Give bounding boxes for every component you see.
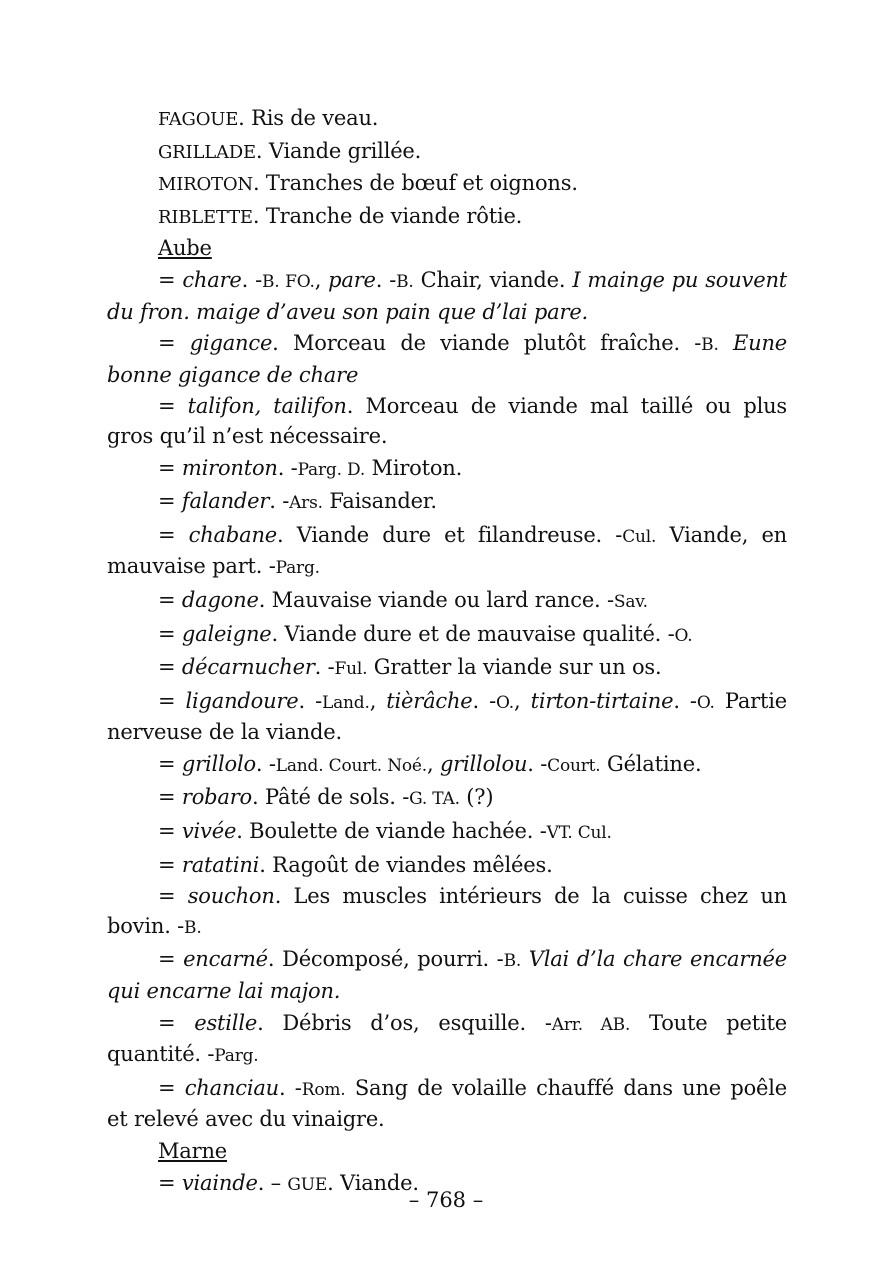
dictionary-entry (107, 750, 787, 782)
italic-text: viainde (181, 1170, 258, 1195)
section-heading (107, 1137, 787, 1167)
text (719, 331, 733, 355)
text (521, 947, 529, 971)
text: , (314, 267, 329, 292)
italic-text: ligandoure (185, 688, 299, 713)
italic-text: talifon, tailifon (187, 394, 347, 419)
abbrev-text: GRILLADE (158, 141, 256, 163)
text: = (158, 621, 182, 646)
dictionary-entry (107, 620, 787, 652)
abbrev-text: Rom. (301, 1079, 346, 1100)
text: Toute petite quantité. - (107, 1010, 787, 1067)
text: . - (375, 267, 397, 292)
text: = (158, 394, 188, 419)
italic-text: décarnucher (181, 655, 315, 680)
text: . Décomposé, pourri. - (267, 947, 504, 972)
text: . - (673, 688, 697, 713)
abbrev-text: RIBLETTE (158, 206, 253, 228)
text: , (514, 688, 531, 713)
page-number: – 768 – (408, 1188, 484, 1212)
text: . - (527, 751, 548, 776)
abbrev-text: O. (496, 692, 514, 713)
text: = (158, 852, 182, 877)
dictionary-entry (107, 104, 787, 135)
abbrev-text: Land. (322, 692, 370, 713)
dictionary-entry (107, 653, 787, 685)
italic-text: falander (181, 489, 270, 514)
text: = (158, 489, 182, 514)
text: . - (279, 1075, 302, 1100)
text: (?) (459, 785, 494, 810)
text: = (158, 1075, 185, 1100)
dictionary-entry (107, 329, 787, 390)
dictionary-entry (107, 392, 787, 451)
text: . Viande grillée. (255, 138, 422, 163)
text: = (158, 455, 182, 480)
text: . Viande. (327, 1170, 419, 1195)
dictionary-entry (107, 1009, 787, 1072)
abbrev-text: O. (674, 625, 693, 646)
italic-text: grillolo (181, 751, 256, 776)
italic-text: tirton-tirtaine (530, 688, 674, 713)
italic-text: I mainge pu souvent du fron. maige d’aveu son pain que d’lai pare. (107, 267, 788, 324)
dictionary-entry (107, 817, 787, 849)
abbrev-text: B. FO. (261, 271, 315, 292)
dictionary-entry (107, 137, 787, 168)
italic-text: grillolou (439, 751, 528, 776)
page-body (107, 104, 787, 1202)
text: = (158, 947, 184, 972)
dictionary-entry (107, 521, 787, 584)
text: = (158, 1170, 182, 1195)
abbrev-text: B. (503, 951, 522, 972)
text: . Tranche de viande rôtie. (252, 203, 523, 228)
text: Viande, en mauvaise part. - (107, 522, 787, 579)
text: . Ragoût de viandes mêlées. (259, 852, 553, 877)
text: . Viande dure et filandreuse. - (277, 522, 623, 547)
text: Gélatine. (600, 751, 702, 776)
text: = (158, 655, 182, 680)
text: . Pâté de sols. - (252, 785, 410, 810)
italic-text: robaro (181, 785, 253, 810)
text: . Morceau de viande plutôt fraîche. - (272, 331, 702, 356)
heading-text: Marne (158, 1139, 228, 1163)
text: , (369, 688, 387, 713)
italic-text: mironton (181, 455, 278, 480)
dictionary-entry (107, 783, 787, 815)
text: = (158, 884, 188, 909)
text: = (158, 522, 189, 547)
abbrev-text: VT. Cul. (546, 823, 612, 844)
text: . - (277, 455, 298, 480)
text: Faisander. (322, 489, 437, 514)
abbrev-text: B. (184, 917, 202, 938)
dictionary-entry (107, 687, 787, 748)
abbrev-text: Land. Court. Noé. (275, 755, 427, 776)
italic-text: Eune bonne gigance de chare (107, 331, 788, 387)
text: . - (241, 267, 262, 292)
abbrev-text: FAGOUE (158, 109, 239, 130)
italic-text: chanciau (184, 1075, 279, 1100)
abbrev-text: Parg. (214, 1046, 259, 1067)
abbrev-text: MIROTON (158, 174, 253, 196)
text: Gratter la viande sur un os. (367, 655, 662, 680)
italic-text: encarné (183, 947, 268, 972)
dictionary-entry (107, 945, 787, 1006)
text: = (158, 331, 190, 356)
abbrev-text: Ars. (289, 493, 323, 514)
abbrev-text: O. (696, 692, 715, 713)
abbrev-text: Parg. D. (297, 459, 366, 480)
text: . Viande dure et de mauvaise qualité. - (271, 621, 675, 646)
abbrev-text: Ful. (334, 659, 368, 680)
italic-text: ratatini (181, 852, 260, 877)
italic-text: galeigne (181, 621, 272, 646)
text: . Les muscles intérieurs de la cuisse chez un bovin. - (107, 884, 787, 938)
text: . Ris de veau. (238, 106, 379, 130)
italic-text: chare (182, 267, 242, 292)
text: . – (257, 1170, 288, 1195)
italic-text: dagone (181, 587, 259, 612)
italic-text: gigance (189, 331, 273, 356)
italic-text: chabane (188, 522, 277, 547)
text: Partie nerveuse de la viande. (107, 688, 788, 745)
italic-text: pare (328, 267, 376, 292)
text: . Mauvaise viande ou lard rance. - (258, 587, 614, 612)
italic-text: souchon (187, 884, 275, 909)
abbrev-text: GUE (287, 1174, 328, 1195)
italic-text: Vlai d’la chare encarnée qui encarne lai majon. (107, 947, 787, 1004)
text: = (158, 751, 182, 776)
italic-text: tièrâche (386, 688, 473, 713)
dictionary-entry (107, 586, 787, 618)
text: , (426, 751, 440, 776)
text: . - (472, 688, 497, 713)
text: . Débris d’os, esquille. - (257, 1010, 552, 1035)
text: = (158, 688, 186, 713)
abbrev-text: Cul. (622, 526, 657, 547)
text: Sang de volaille chauffé dans une poêle et relevé avec du vinaigre. (107, 1075, 787, 1132)
heading-text: Aube (158, 236, 212, 261)
text: = (158, 587, 182, 612)
text: . - (298, 688, 323, 713)
text: . Tranches de bœuf et oignons. (252, 171, 578, 196)
text: . Morceau de viande mal taillé ou plus gros qu’il n’est nécessaire. (107, 394, 787, 448)
text: Miroton. (365, 455, 463, 480)
abbrev-text: Parg. (275, 558, 320, 579)
dictionary-entry (107, 851, 787, 881)
text: Chair, viande. (413, 267, 573, 292)
text: = (158, 267, 183, 292)
dictionary-entry (107, 169, 787, 200)
dictionary-entry (107, 487, 787, 519)
dictionary-entry (107, 266, 787, 327)
abbrev-text: B. (701, 335, 719, 356)
text: . - (314, 655, 335, 680)
dictionary-entry (107, 454, 787, 486)
text: . - (269, 489, 290, 514)
italic-text: vivée (181, 819, 237, 844)
dictionary-entry (107, 1074, 787, 1135)
text: . - (255, 751, 276, 776)
dictionary-entry (107, 202, 787, 233)
abbrev-text: G. TA. (409, 789, 460, 810)
dictionary-entry (107, 882, 787, 943)
text: = (158, 819, 182, 844)
abbrev-text: Sav. (613, 591, 648, 612)
text: = (158, 785, 182, 810)
italic-text: estille (194, 1010, 258, 1035)
section-heading (107, 234, 787, 264)
abbrev-text: Arr. AB. (551, 1014, 631, 1035)
text: = (158, 1010, 195, 1035)
text: . Boulette de viande hachée. - (236, 819, 547, 844)
abbrev-text: B. (396, 271, 414, 292)
abbrev-text: Court. (547, 755, 601, 776)
